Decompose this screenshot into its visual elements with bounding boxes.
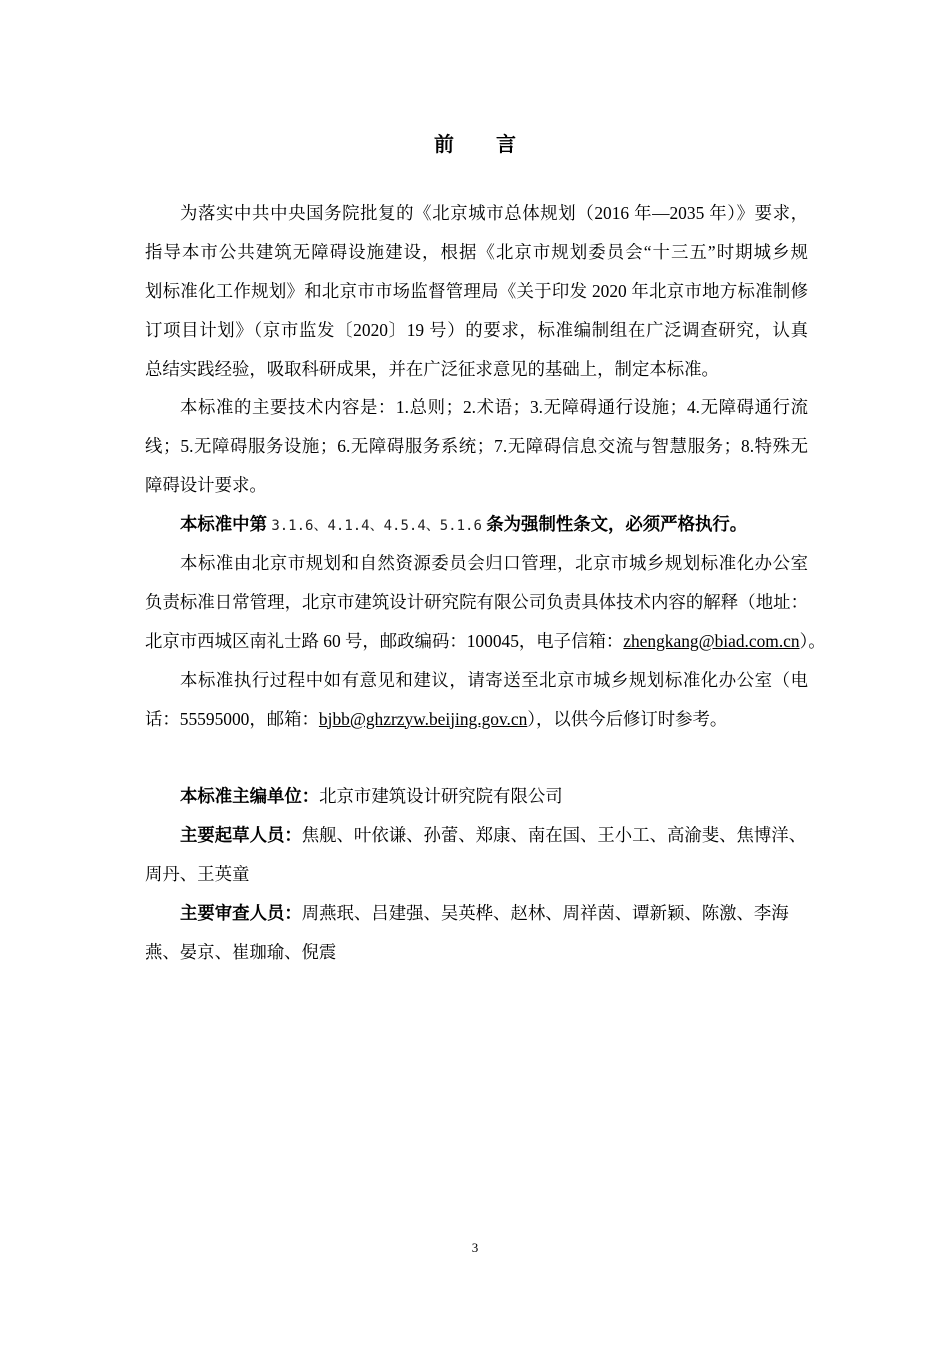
reviewers-names-cont: 燕、晏京、崔珈瑜、倪震 <box>145 941 337 962</box>
chief-editor-value: 北京市建筑设计研究院有限公司 <box>319 786 563 807</box>
mandatory-clause-list: 3.1.6、4.1.4、4.5.4、5.1.6 <box>271 518 482 535</box>
text-suffix: ），以供今后修订时参考。 <box>527 708 728 729</box>
text-line: 订项目计划》（京市监发〔2020〕19 号）的要求，标准编制组在广泛调查研究，认真 <box>145 319 808 340</box>
text-suffix: ）。 <box>799 630 826 651</box>
text-line: 本标准的主要技术内容是：1.总则；2.术语；3.无障碍通行设施；4.无障碍通行流 <box>180 397 808 418</box>
drafters-names: 焦舰、叶依谦、孙蕾、郑康、南在国、王小工、高渝斐、焦博洋、 <box>301 825 807 846</box>
text-line: 负责标准日常管理，北京市建筑设计研究院有限公司负责具体技术内容的解释（地址： <box>145 591 808 612</box>
drafters <box>145 816 808 894</box>
text-line: 障碍设计要求。 <box>145 475 267 496</box>
email-link[interactable]: zhengkang@biad.com.cn <box>623 630 800 651</box>
paragraph-contents <box>145 388 808 505</box>
page-title: 前言 <box>434 134 558 156</box>
text-line: 本标准由北京市规划和自然资源委员会归口管理，北京市城乡规划标准化办公室 <box>180 553 808 574</box>
paragraph-mandatory-clauses <box>145 505 808 544</box>
text-line: 线；5.无障碍服务设施；6.无障碍服务系统；7.无障碍信息交流与智慧服务；8.特殊无 <box>145 436 808 457</box>
text-line: 为落实中共中央国务院批复的《北京城市总体规划（2016 年—2035 年）》要求， <box>180 203 808 223</box>
paragraph-feedback <box>145 661 808 739</box>
mandatory-suffix: 条为强制性条文，必须严格执行。 <box>486 514 748 535</box>
address-text: 北京市西城区南礼士路 60 号，邮政编码：100045，电子信箱： <box>145 630 624 651</box>
paragraph-management <box>145 544 826 661</box>
text-line: 指导本市公共建筑无障碍设施建设，根据《北京市规划委员会“十三五”时期城乡规 <box>145 241 808 262</box>
drafters-names-cont: 周丹、王英童 <box>145 864 250 885</box>
reviewers-names: 周燕珉、吕建强、吴英桦、赵林、周祥茵、谭新颖、陈激、李海 <box>301 903 789 924</box>
email-link[interactable]: bjbb@ghzrzyw.beijing.gov.cn <box>318 708 528 729</box>
page-number: 3 <box>471 1240 479 1255</box>
mandatory-prefix: 本标准中第 <box>180 514 267 535</box>
chief-editor-label: 本标准主编单位： <box>180 786 320 807</box>
text-line: 总结实践经验，吸取科研成果，并在广泛征求意见的基础上，制定本标准。 <box>145 358 719 379</box>
reviewers <box>145 894 808 972</box>
reviewers-label: 主要审查人员： <box>180 903 302 924</box>
paragraph-background <box>145 194 808 388</box>
phone-text: 话：55595000，邮箱： <box>145 708 319 729</box>
chief-editor-unit <box>145 777 808 816</box>
text-line: 本标准执行过程中如有意见和建议，请寄送至北京市城乡规划标准化办公室（电 <box>180 669 808 690</box>
text-line: 划标准化工作规划》和北京市市场监督管理局《关于印发 2020 年北京市地方标准制修 <box>145 280 808 301</box>
drafters-label: 主要起草人员： <box>180 825 302 846</box>
document-body <box>145 194 826 972</box>
